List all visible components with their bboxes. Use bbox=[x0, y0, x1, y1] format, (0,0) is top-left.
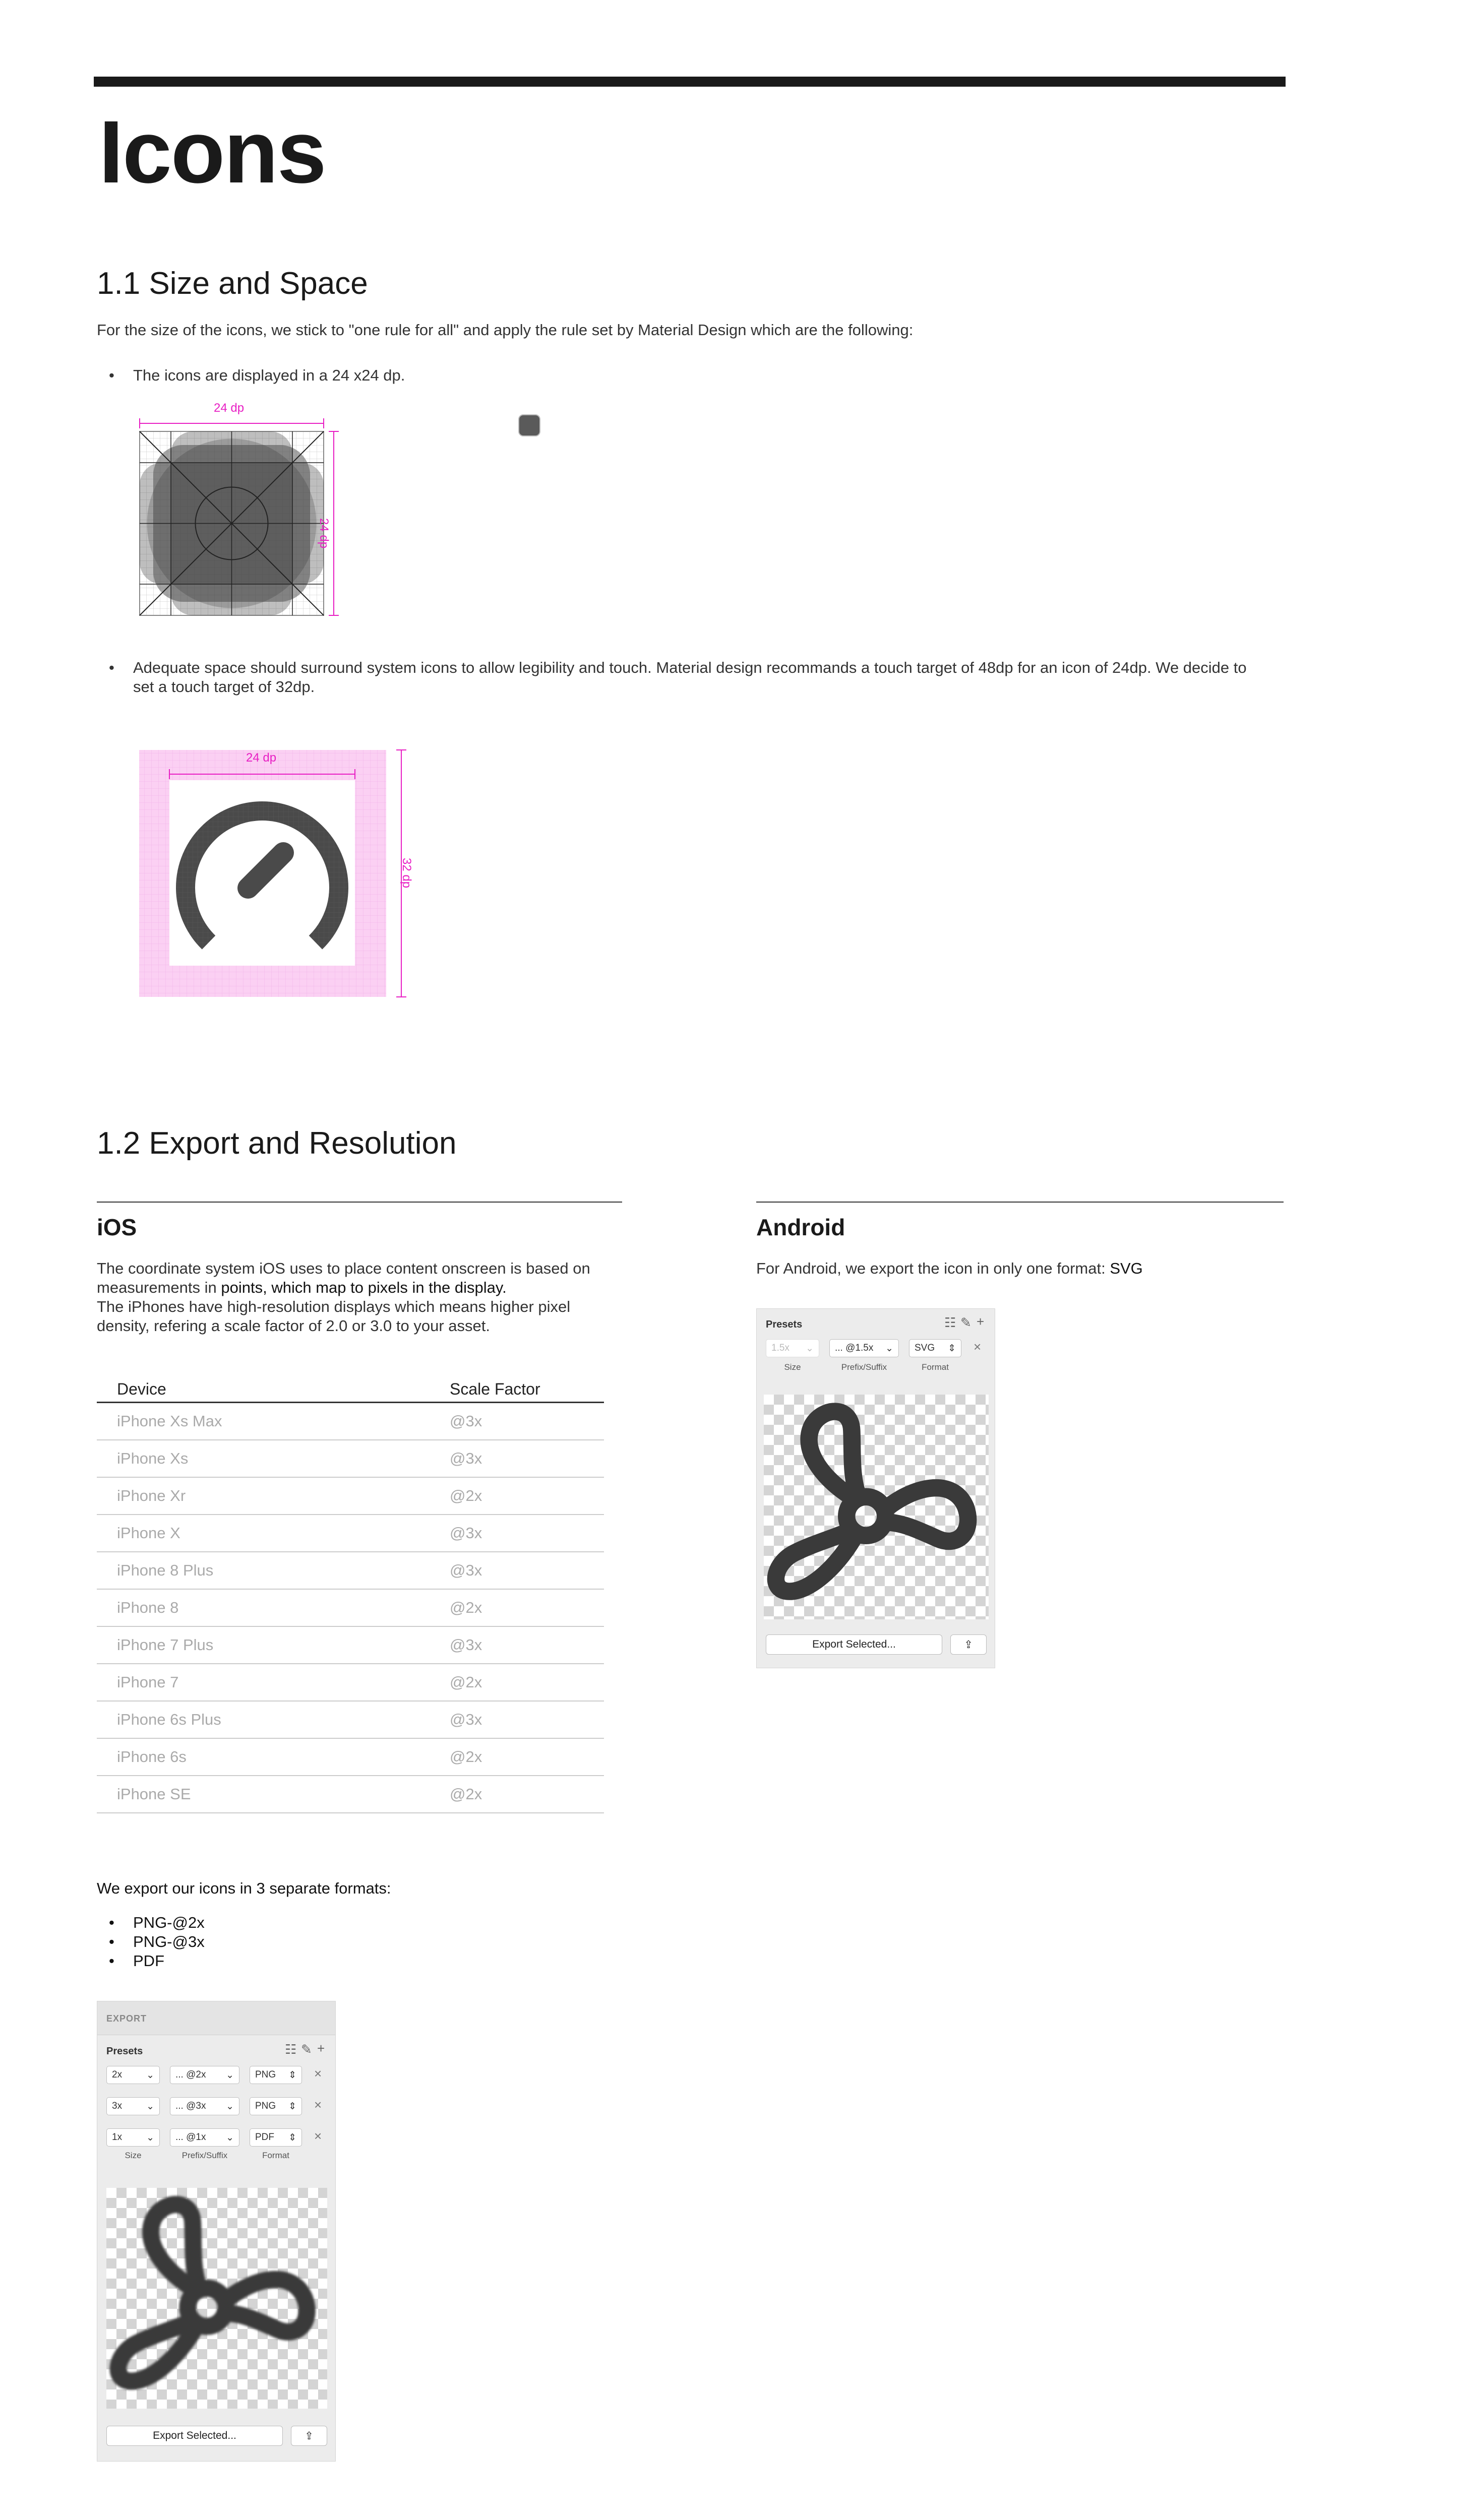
touch-target-svg bbox=[137, 746, 419, 1008]
format-value: PNG bbox=[255, 2101, 276, 2111]
table-row bbox=[97, 1627, 604, 1664]
chevron-down-icon: ⌄ bbox=[146, 2069, 154, 2081]
table-row bbox=[97, 1739, 604, 1776]
column-header-scale: Scale Factor bbox=[450, 1380, 540, 1398]
suffix-column-label: Prefix/Suffix bbox=[841, 1362, 887, 1372]
chevron-down-icon: ⌄ bbox=[146, 2132, 154, 2143]
size-column-label: Size bbox=[784, 1362, 801, 1372]
ios-export-panel bbox=[97, 2001, 336, 2462]
share-icon: ⇪ bbox=[964, 1639, 973, 1651]
suffix-select[interactable] bbox=[170, 2066, 239, 2084]
section-heading-size-space: 1.1 Size and Space bbox=[97, 266, 368, 301]
format-item bbox=[109, 1951, 164, 1971]
table-cell-scale: @3x bbox=[450, 1711, 482, 1728]
table-row bbox=[97, 1440, 604, 1478]
table-row bbox=[97, 1664, 604, 1702]
export-preview bbox=[106, 2188, 327, 2409]
bullet-icon-size bbox=[109, 366, 1242, 385]
settings-sliders-icon[interactable]: ☷ bbox=[944, 1315, 956, 1330]
table-cell-device: iPhone 7 Plus bbox=[117, 1636, 214, 1654]
plus-icon[interactable]: + bbox=[317, 2041, 325, 2056]
table-row bbox=[97, 1478, 604, 1515]
table-cell-scale: @2x bbox=[450, 1599, 482, 1616]
format-column-label: Format bbox=[262, 2151, 289, 2160]
table-cell-scale: @3x bbox=[450, 1450, 482, 1467]
table-cell-device: iPhone Xs Max bbox=[117, 1412, 222, 1430]
remove-row-icon[interactable]: × bbox=[314, 2066, 322, 2081]
suffix-column-label: Prefix/Suffix bbox=[181, 2151, 228, 2160]
suffix-value: ... @2x bbox=[175, 2069, 206, 2080]
dimension-label-target: 32 dp bbox=[400, 858, 413, 889]
bullet-dot: • bbox=[109, 1914, 114, 1931]
share-button[interactable] bbox=[291, 2426, 327, 2446]
table-cell-scale: @2x bbox=[450, 1673, 482, 1691]
chevron-down-icon: ⌄ bbox=[226, 2132, 234, 2143]
android-export-panel bbox=[756, 1308, 995, 1668]
chevron-down-icon: ⌄ bbox=[226, 2101, 234, 2112]
suffix-select[interactable] bbox=[829, 1339, 899, 1357]
format-column-label: Format bbox=[922, 1362, 949, 1372]
table-row bbox=[97, 1590, 604, 1627]
table-cell-scale: @3x bbox=[450, 1524, 482, 1542]
bullet-dot: • bbox=[109, 1933, 114, 1950]
suffix-select[interactable] bbox=[170, 2128, 239, 2147]
dimension-label-width: 24 dp bbox=[214, 401, 245, 415]
table-cell-device: iPhone Xr bbox=[117, 1487, 186, 1504]
touch-target-diagram bbox=[137, 746, 419, 1008]
android-description bbox=[756, 1259, 1281, 1278]
table-cell-scale: @3x bbox=[450, 1636, 482, 1654]
bullet-dot: • bbox=[109, 1952, 114, 1970]
plus-icon[interactable]: + bbox=[977, 1314, 985, 1329]
android-format-emphasis: SVG bbox=[1110, 1259, 1143, 1277]
chevron-down-icon: ⌄ bbox=[146, 2101, 154, 2112]
top-rule bbox=[94, 77, 1286, 87]
remove-row-icon[interactable]: × bbox=[314, 2128, 322, 2144]
table-cell-scale: @3x bbox=[450, 1561, 482, 1579]
stepper-icon: ⇕ bbox=[288, 2132, 296, 2143]
bullet-touch-target bbox=[109, 658, 1267, 697]
share-icon: ⇪ bbox=[305, 2430, 314, 2442]
table-cell-device: iPhone 8 Plus bbox=[117, 1561, 214, 1579]
format-item bbox=[109, 1932, 205, 1951]
format-value: SVG bbox=[915, 1343, 935, 1353]
scale-factor-table bbox=[97, 1377, 604, 1813]
table-cell-device: iPhone Xs bbox=[117, 1450, 189, 1467]
stepper-icon: ⇕ bbox=[948, 1343, 956, 1354]
page-title: Icons bbox=[99, 103, 326, 202]
size-select[interactable] bbox=[106, 2066, 160, 2084]
table-row bbox=[97, 1515, 604, 1552]
android-description-part1: For Android, we export the icon in only one format: bbox=[756, 1259, 1110, 1277]
ios-description-part2: The iPhones have high-resolution displays which means higher pixel density, refering a scale factor of 2.0 or 3.0 to your asset. bbox=[97, 1298, 571, 1335]
table-cell-device: iPhone SE bbox=[117, 1785, 191, 1803]
ios-description-emphasis: points, which map to pixels in the display. bbox=[221, 1279, 507, 1296]
ios-description-part1: The coordinate system iOS uses to place content onscreen is based on measurements in bbox=[97, 1259, 590, 1296]
size-select[interactable] bbox=[766, 1339, 819, 1357]
ios-heading: iOS bbox=[97, 1214, 137, 1240]
size-value: 3x bbox=[112, 2101, 123, 2111]
bullet-touch-target-text: Adequate space should surround system icons to allow legibility and touch. Material design recommands a touch target of 48dp for an icon of 24dp. We decide to set a touch target of 32dp. bbox=[133, 659, 1247, 696]
table-cell-device: iPhone 6s bbox=[117, 1748, 187, 1766]
pencil-icon[interactable]: ✎ bbox=[960, 1315, 971, 1330]
export-selected-button[interactable]: Export Selected... bbox=[106, 2426, 283, 2446]
stepper-icon: ⇕ bbox=[288, 2069, 296, 2081]
table-row bbox=[97, 1776, 604, 1813]
formats-intro: We export our icons in 3 separate formats: bbox=[97, 1879, 391, 1897]
bullet-dot: • bbox=[109, 659, 114, 676]
format-item-label: PNG-@2x bbox=[133, 1914, 205, 1931]
presets-label: Presets bbox=[766, 1319, 803, 1330]
pencil-icon[interactable]: ✎ bbox=[301, 2042, 312, 2057]
stepper-icon: ⇕ bbox=[288, 2101, 296, 2112]
export-title: EXPORT bbox=[106, 2013, 147, 2024]
format-select[interactable] bbox=[250, 2128, 302, 2147]
table-cell-scale: @2x bbox=[450, 1487, 482, 1504]
dimension-label-icon: 24 dp bbox=[246, 751, 277, 765]
size-intro-text: For the size of the icons, we stick to "one rule for all" and apply the rule set by Material Design which are the following: bbox=[97, 321, 914, 339]
remove-row-icon[interactable]: × bbox=[974, 1339, 982, 1354]
chevron-down-icon: ⌄ bbox=[226, 2069, 234, 2081]
ios-description bbox=[97, 1259, 626, 1336]
table-cell-device: iPhone 6s Plus bbox=[117, 1711, 221, 1728]
settings-sliders-icon[interactable]: ☷ bbox=[285, 2042, 297, 2057]
format-select[interactable] bbox=[250, 2097, 302, 2115]
size-column-label: Size bbox=[125, 2151, 142, 2160]
chevron-down-icon: ⌄ bbox=[806, 1343, 814, 1354]
table-cell-device: iPhone X bbox=[117, 1524, 180, 1542]
export-selected-button[interactable]: Export Selected... bbox=[766, 1634, 942, 1655]
presets-label: Presets bbox=[106, 2046, 143, 2057]
table-cell-scale: @2x bbox=[450, 1785, 482, 1803]
table-cell-scale: @3x bbox=[450, 1412, 482, 1430]
size-select[interactable] bbox=[106, 2128, 160, 2147]
size-value: 2x bbox=[112, 2069, 123, 2080]
table-cell-scale: @2x bbox=[450, 1748, 482, 1766]
format-select[interactable] bbox=[909, 1339, 961, 1357]
dimension-label-height: 24 dp bbox=[317, 518, 331, 549]
chevron-down-icon: ⌄ bbox=[885, 1343, 893, 1354]
format-item bbox=[109, 1913, 205, 1932]
suffix-select[interactable] bbox=[170, 2097, 239, 2115]
size-value: 1.5x bbox=[771, 1343, 789, 1353]
format-item-label: PNG-@3x bbox=[133, 1933, 205, 1950]
propeller-icon bbox=[106, 2188, 327, 2409]
column-header-device: Device bbox=[117, 1380, 166, 1398]
format-select[interactable] bbox=[250, 2066, 302, 2084]
format-item-label: PDF bbox=[133, 1952, 164, 1970]
section-heading-export: 1.2 Export and Resolution bbox=[97, 1126, 457, 1161]
export-preview bbox=[764, 1395, 989, 1619]
size-select[interactable] bbox=[106, 2097, 160, 2115]
android-heading: Android bbox=[756, 1214, 845, 1240]
keyline-grid-diagram bbox=[133, 401, 355, 623]
actual-size-icon-preview bbox=[518, 414, 540, 436]
suffix-value: ... @3x bbox=[175, 2101, 206, 2111]
table-header bbox=[97, 1377, 604, 1403]
suffix-value: ... @1x bbox=[175, 2132, 206, 2143]
table-row bbox=[97, 1702, 604, 1739]
android-divider bbox=[756, 1202, 1284, 1203]
propeller-icon bbox=[764, 1395, 989, 1619]
table-cell-device: iPhone 8 bbox=[117, 1599, 179, 1616]
bullet-dot: • bbox=[109, 366, 114, 384]
share-button[interactable] bbox=[950, 1634, 987, 1655]
suffix-value: ... @1.5x bbox=[835, 1343, 874, 1353]
ios-divider bbox=[97, 1202, 622, 1203]
format-value: PDF bbox=[255, 2132, 274, 2143]
table-row bbox=[97, 1403, 604, 1440]
table-row bbox=[97, 1552, 604, 1590]
keyline-grid-svg bbox=[133, 401, 355, 623]
format-value: PNG bbox=[255, 2069, 276, 2080]
table-cell-device: iPhone 7 bbox=[117, 1673, 179, 1691]
bullet-icon-size-text: The icons are displayed in a 24 x24 dp. bbox=[133, 366, 405, 384]
size-value: 1x bbox=[112, 2132, 123, 2143]
remove-row-icon[interactable]: × bbox=[314, 2097, 322, 2112]
